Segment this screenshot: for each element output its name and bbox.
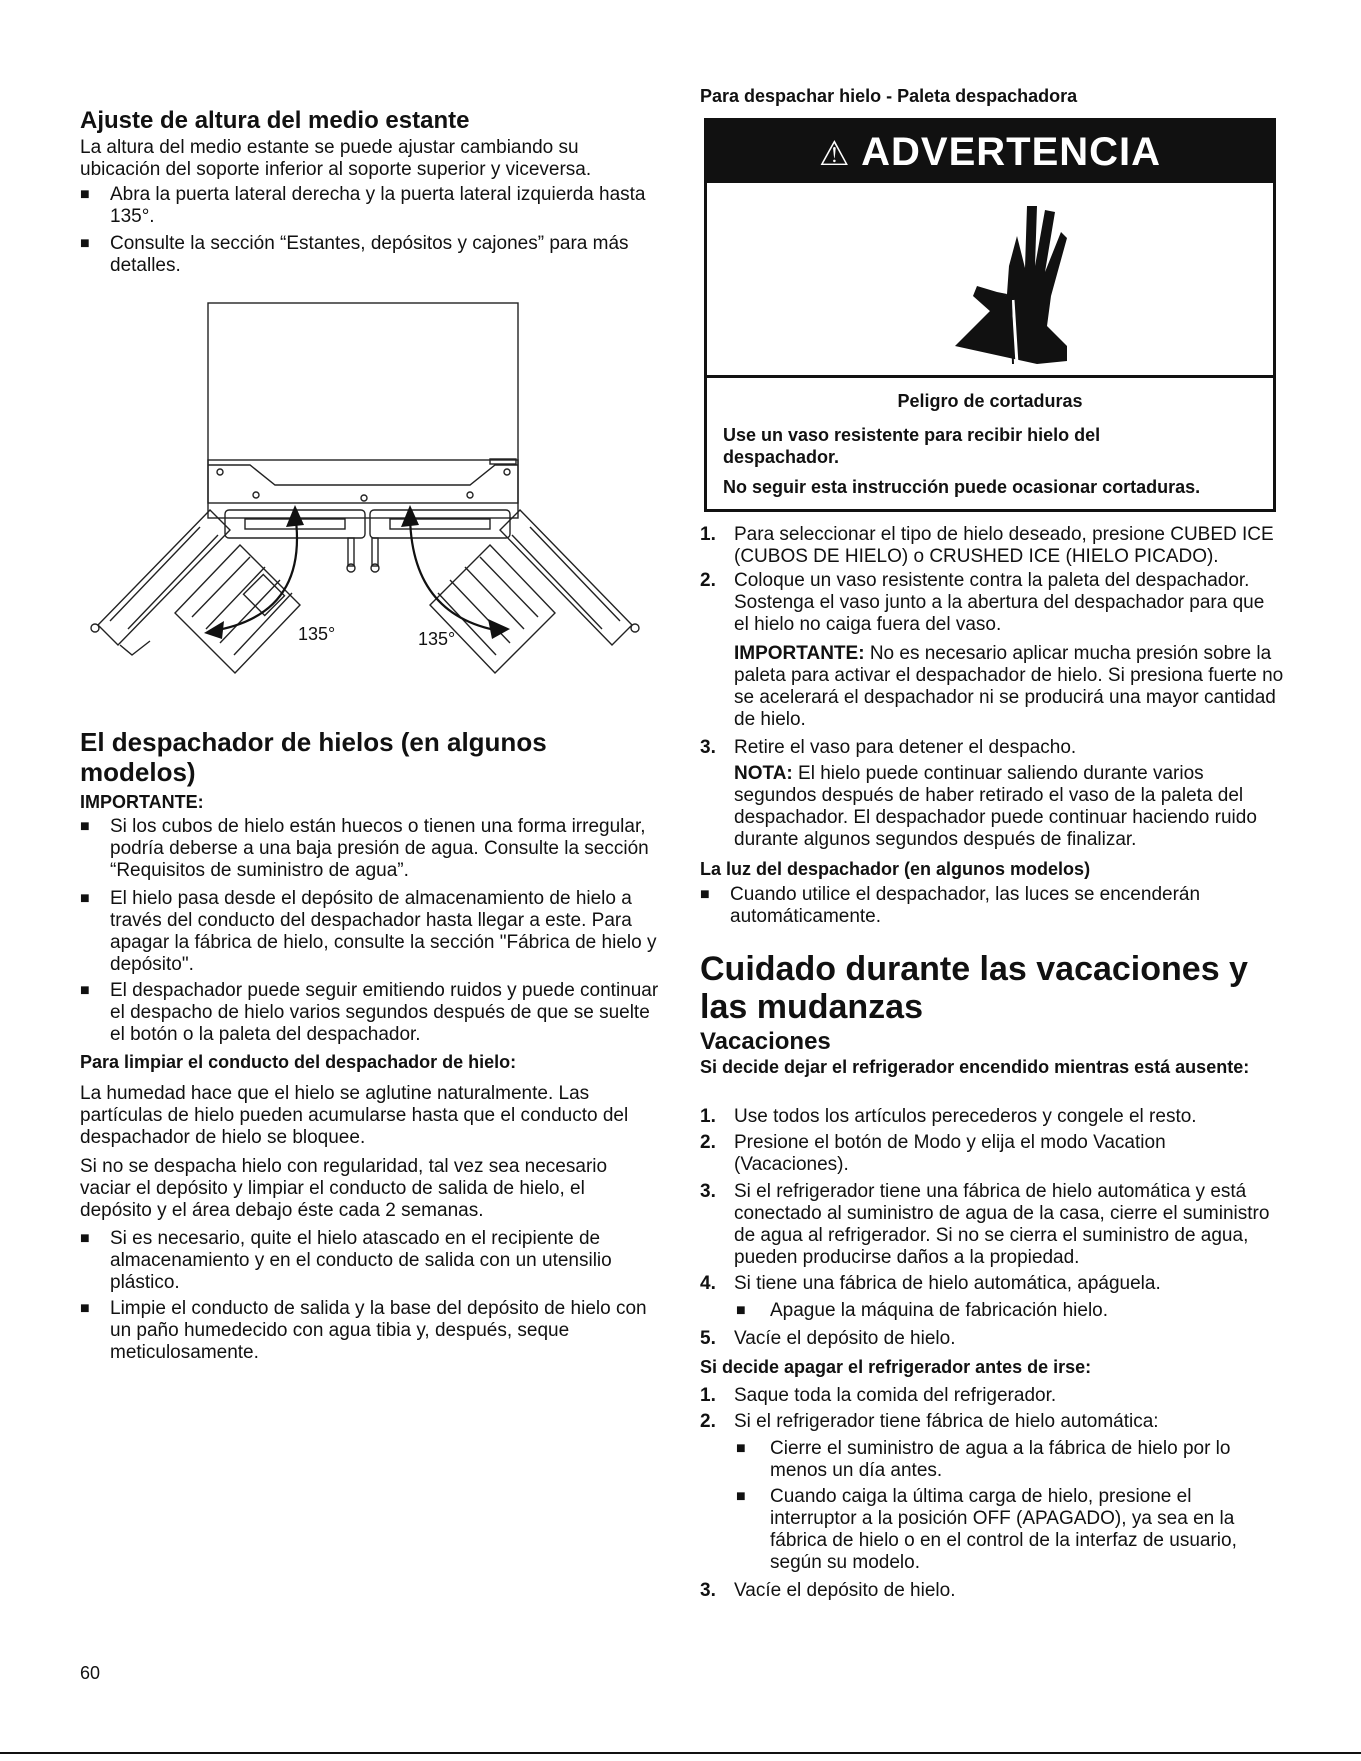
list-item: ■ Limpie el conducto de salida y la base del depósito de hielo con un paño humedecido con agua tibia y, después, seque meticulosamente. [80, 1298, 665, 1364]
arrow-right-icon [488, 619, 510, 639]
arrow-left-icon [204, 621, 224, 639]
angle-label-right: 135° [418, 629, 456, 649]
clean-paragraph: Si no se despacha hielo con regularidad, tal vez sea necesario vaciar el depósito y limpiar el conducto de salida de hielo, el depósito y el área debajo éste cada 2 semanas. [80, 1156, 608, 1221]
care-title: Cuidado durante las vacaciones y las mudanzas [700, 950, 1248, 1026]
important-note: IMPORTANTE: No es necesario aplicar mucha presión sobre la paleta para activar el despachador de hielo. Si presiona fuerte no se acelerará el despachador ni se producirá una mayor cantidad de hielo. [734, 643, 1284, 730]
list-item: 3. Si el refrigerador tiene una fábrica de hielo automática y está conectado al suministro de agua de la casa, cierre el suministro de agua al refrigerador. Si no se cierra el suministro de agua, pueden producirse daños a la propiedad. [700, 1181, 1270, 1268]
list-item: ■ Abra la puerta lateral derecha y la puerta lateral izquierda hasta 135°. [80, 184, 650, 228]
refrigerator-doors-figure [80, 295, 665, 685]
clean-title: Para limpiar el conducto del despachador de hielo: [80, 1052, 517, 1072]
warning-title: ADVERTENCIA [861, 130, 1162, 174]
arrow-up-icon [286, 505, 304, 527]
warning-instruction: Use un vaso resistente para recibir hielo del despachador. [723, 425, 1101, 467]
warning-consequence: No seguir esta instrucción puede ocasionar cortaduras. [723, 477, 1201, 497]
arrow-up-icon [401, 505, 419, 527]
warning-divider [707, 375, 1273, 378]
hand-cut-icon [917, 196, 1067, 366]
list-item: 2. Si el refrigerador tiene fábrica de hielo automática: [700, 1411, 1159, 1432]
clean-paragraph: La humedad hace que el hielo se aglutine naturalmente. Las partículas de hielo pueden acumularse hasta que el conducto del despachador de hielo se bloquee. [80, 1083, 629, 1148]
list-item: 1. Use todos los artículos perecederos y congele el resto. [700, 1106, 1197, 1127]
shelf-title: Ajuste de altura del medio estante [80, 107, 470, 134]
list-item: ■ Consulte la sección “Estantes, depósitos y cajones” para más detalles. [80, 233, 665, 277]
list-item: 4. Si tiene una fábrica de hielo automática, apáguela. [700, 1273, 1161, 1294]
dispenser-title: El despachador de hielos (en algunos modelos) [80, 727, 547, 787]
list-subitem: ■ Cierre el suministro de agua a la fábrica de hielo por lo menos un día antes. [736, 1438, 1270, 1482]
stay-on-title: Si decide dejar el refrigerador encendido mientras está ausente: [700, 1057, 1250, 1077]
list-subitem: ■ Cuando caiga la última carga de hielo, presione el interruptor a la posición OFF (APAGADO), ya sea en la fábrica de hielo o en el control de la interfaz de usuario, según su modelo. [736, 1486, 1280, 1574]
list-item: 5. Vacíe el depósito de hielo. [700, 1328, 956, 1349]
right-angle-arc [410, 513, 500, 631]
warning-triangle-icon: ⚠ [818, 135, 851, 173]
nota-note: NOTA: El hielo puede continuar saliendo durante varios segundos después de haber retirado el vaso de la paleta del despachador. El despachador puede continuar haciendo ruido durante algunos segundos después de finalizar. [734, 763, 1257, 850]
list-item: ■ El despachador puede seguir emitiendo ruidos y puede continuar el despacho de hielo varios segundos después de que se suelte el botón o la paleta del despachador. [80, 980, 665, 1046]
angle-label-left: 135° [298, 624, 336, 644]
cabinet-outline [208, 303, 518, 503]
list-item: 2. Coloque un vaso resistente contra la paleta del despachador. Sostenga el vaso junto a la abertura del despachador para que el hielo no caiga fuera del vaso. [700, 570, 1265, 635]
list-item: 2. Presione el botón de Modo y elija el modo Vacation (Vacaciones). [700, 1132, 1166, 1175]
light-title: La luz del despachador (en algunos modelos) [700, 859, 1091, 879]
turn-off-title: Si decide apagar el refrigerador antes de irse: [700, 1357, 1092, 1377]
bottom-rule [0, 1752, 1361, 1754]
list-item: 1. Saque toda la comida del refrigerador. [700, 1385, 1057, 1406]
list-item: ■ Si los cubos de hielo están huecos o tienen una forma irregular, podría deberse a una baja presión de agua. Consulte la sección “Requisitos de suministro de agua”. [80, 816, 665, 882]
page-number: 60 [80, 1663, 101, 1683]
important-label: IMPORTANTE: [80, 792, 204, 812]
list-subitem: ■ Apague la máquina de fabricación hielo. [736, 1300, 1280, 1322]
warning-box [704, 118, 1276, 512]
list-item: 3. Vacíe el depósito de hielo. [700, 1580, 956, 1601]
vacation-title: Vacaciones [700, 1028, 831, 1055]
list-item: ■ Cuando utilice el despachador, las luces se encenderán automáticamente. [700, 884, 1260, 928]
list-item: ■ Si es necesario, quite el hielo atascado en el recipiente de almacenamiento y en el conducto de salida con un utensilio plástico. [80, 1228, 665, 1294]
warning-header [707, 121, 1273, 183]
hazard-label: Peligro de cortaduras [897, 391, 1083, 411]
list-item: 1. Para seleccionar el tipo de hielo deseado, presione CUBED ICE (CUBOS DE HIELO) o CRUSHED ICE (HIELO PICADO). [700, 524, 1274, 567]
list-item: ■ El hielo pasa desde el depósito de almacenamiento de hielo a través del conducto del despachador hasta llegar a este. Para apagar la fábrica de hielo, consulte la sección "Fábrica de hielo y depósito". [80, 888, 665, 976]
list-item: 3. Retire el vaso para detener el despacho. [700, 737, 1077, 758]
shelf-intro: La altura del medio estante se puede ajustar cambiando su ubicación del soporte inferior al soporte superior y viceversa. [80, 137, 592, 180]
paddle-title: Para despachar hielo - Paleta despachadora [700, 86, 1078, 106]
